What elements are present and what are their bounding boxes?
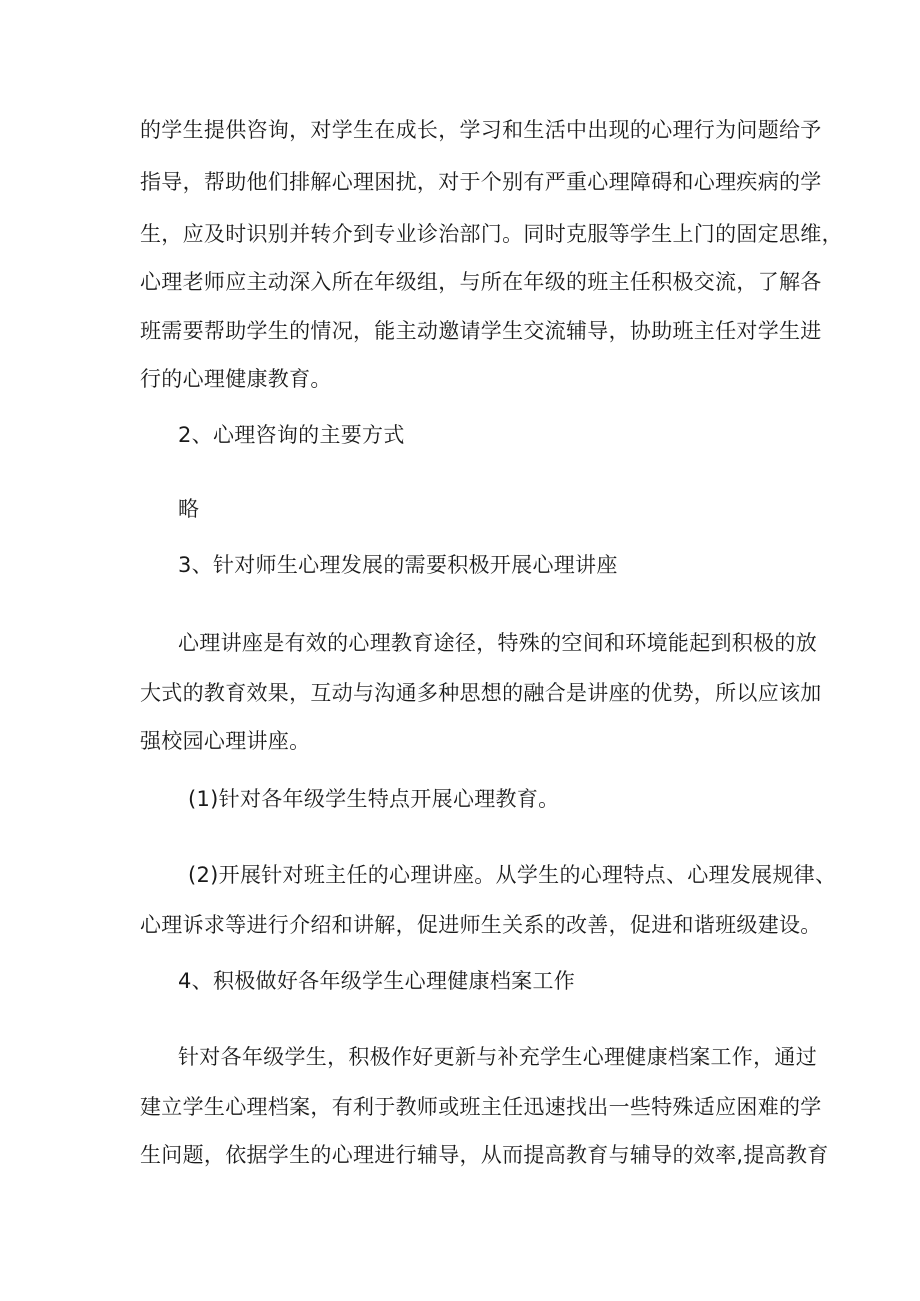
list-item: (2)开展针对班主任的心理讲座。从学生的心理特点、心理发展规律、	[188, 863, 837, 887]
section-heading: 4、积极做好各年级学生心理健康档案工作	[178, 969, 576, 993]
paragraph-line: 心理诉求等进行介绍和讲解，促进师生关系的改善，促进和谐班级建设。	[140, 913, 822, 937]
paragraph-line: 的学生提供咨询，对学生在成长，学习和生活中出现的心理行为问题给予	[140, 118, 822, 142]
paragraph-line: 生，应及时识别并转介到专业诊治部门。同时克服等学生上门的固定思维，	[140, 222, 843, 246]
section-heading: 2、心理咨询的主要方式	[178, 423, 405, 447]
paragraph-line: 大式的教育效果，互动与沟通多种思想的融合是讲座的优势，所以应该加	[140, 681, 822, 705]
paragraph-line: 强校园心理讲座。	[140, 729, 311, 753]
omitted-text: 略	[178, 497, 200, 521]
paragraph-line: 心理讲座是有效的心理教育途径，特殊的空间和环境能起到积极的放	[178, 631, 817, 655]
paragraph-line: 行的心理健康教育。	[140, 367, 332, 391]
section-heading: 3、针对师生心理发展的需要积极开展心理讲座	[178, 553, 618, 577]
paragraph-line: 班需要帮助学生的情况，能主动邀请学生交流辅导，协助班主任对学生进	[140, 319, 822, 343]
paragraph-line: 针对各年级学生，积极作好更新与补充学生心理健康档案工作，通过	[178, 1045, 817, 1069]
list-item: (1)针对各年级学生特点开展心理教育。	[188, 787, 560, 811]
paragraph-line: 建立学生心理档案，有利于教师或班主任迅速找出一些特殊适应困难的学	[140, 1095, 822, 1119]
paragraph-line: 指导，帮助他们排解心理困扰，对于个别有严重心理障碍和心理疾病的学	[140, 170, 822, 194]
paragraph-line: 生问题，依据学生的心理进行辅导，从而提高教育与辅导的效率,提高教育	[140, 1143, 829, 1167]
paragraph-line: 心理老师应主动深入所在年级组，与所在年级的班主任积极交流，了解各	[140, 270, 822, 294]
